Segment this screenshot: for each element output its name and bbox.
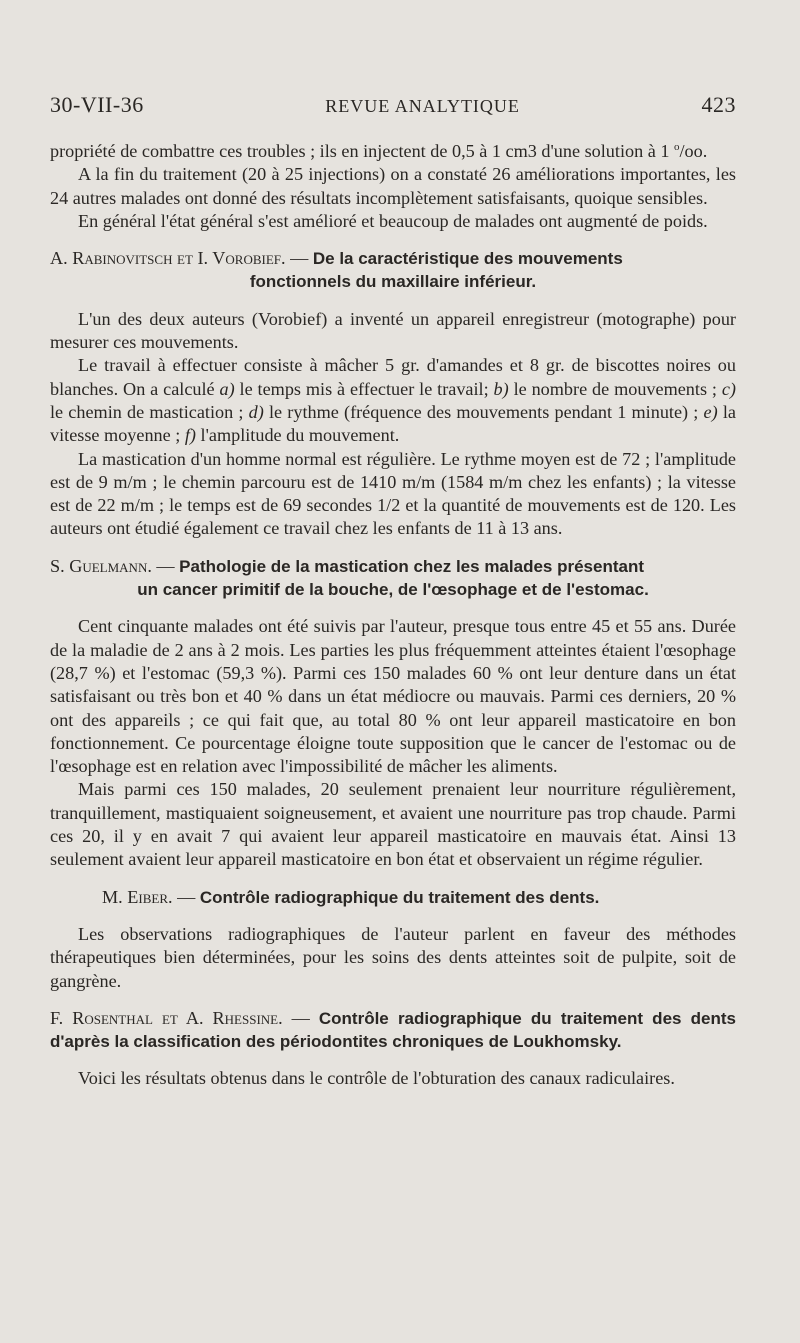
article-2-title-line-2: un cancer primitif de la bouche, de l'œsophage et de l'estomac. bbox=[137, 580, 649, 600]
article-1-paragraph-1: L'un des deux auteurs (Vorobief) a inventé un appareil enregistreur (motographe) pour mesurer ces mouvements. bbox=[50, 308, 736, 353]
article-3-paragraph-1: Les observations radiographiques de l'auteur parlent en faveur des méthodes thérapeutiques bien déterminées, pour les soins des dents atteintes soit de pulpite, soit de gangrène. bbox=[50, 923, 736, 991]
article-4-heading bbox=[50, 1007, 736, 1054]
journal-title: REVUE ANALYTIQUE bbox=[325, 96, 520, 116]
intro-paragraph-2: A la fin du traitement (20 à 25 injections) on a constaté 26 améliorations importantes, les 24 autres malades ont donné des résultats incomplètement satisfaisants, quoique sensibles. bbox=[50, 164, 736, 208]
page-body bbox=[50, 140, 736, 1091]
article-4-title: Contrôle radiographique du traitement des dents d'après la classification des périodontites chroniques de Loukhomsky. bbox=[50, 1008, 737, 1052]
article-3-title: Contrôle radiographique du traitement des dents. bbox=[199, 887, 600, 907]
running-header bbox=[50, 92, 736, 118]
article-4-authors: F. Rosenthal et A. Rhessine. — bbox=[50, 1007, 319, 1028]
article-2-heading bbox=[50, 555, 736, 578]
article-1-title-line-1: De la caractéristique des mouvements bbox=[312, 249, 623, 269]
article-3-heading bbox=[50, 886, 736, 909]
article-3-authors: M. Eiber. — bbox=[102, 886, 200, 907]
article-2-paragraph-1: Cent cinquante malades ont été suivis par l'auteur, presque tous entre 45 et 55 ans. Durée de la maladie de 2 ans à 2 mois. Les parties les plus fréquemment atteintes étaient l'œsophage (28,7 %) et l'estomac (59,3 %). Parmi ces 150 malades 60 % ont leur denture dans un état satisfaisant ou très bon et 40 % dans un état médiocre ou mauvais. Parmi ces derniers, 20 % ont des appareils ; ce qui fait que, au total 80 % ont leur appareil masticatoire en bon fonctionnement. Ce pourcentage éloigne toute supposition que le cancer de l'estomac ou de l'œsophage est en relation avec l'impossibilité de mâcher les aliments. bbox=[50, 616, 736, 777]
article-2-authors: S. Guelmann. — bbox=[50, 555, 180, 576]
article-1-paragraph-3: La mastication d'un homme normal est régulière. Le rythme moyen est de 72 ; l'amplitude est de 9 m/m ; le chemin parcouru est de 1410 m/m (1584 m/m chez les enfants) ; la vitesse est de 22 m/m ; le temps est de 69 secondes 1/2 et la quantité de mouvements est de 120. Les auteurs ont étudié également ce travail chez les enfants de 11 à 13 ans. bbox=[50, 448, 736, 539]
intro-paragraph-3: En général l'état général s'est amélioré et beaucoup de malades ont augmenté de poids. bbox=[78, 210, 708, 231]
article-1-paragraph-2: Le travail à effectuer consiste à mâcher 5 gr. d'amandes et 8 gr. de biscottes noires ou blanches. On a calculé a) le temps mis à effectuer le travail; b) le nombre de mouvements ; c) le chemin de mastication ; d) le rythme (fréquence des mouvements pendant 1 minute) ; e) la vitesse moyenne ; f) l'amplitude du mouvement. bbox=[50, 355, 736, 446]
page-number: 423 bbox=[701, 92, 736, 117]
article-2-title-line-1: Pathologie de la mastication chez les malades présentant bbox=[179, 556, 644, 576]
article-1-heading bbox=[50, 247, 736, 270]
article-2-paragraph-2: Mais parmi ces 150 malades, 20 seulement prenaient leur nourriture régulièrement, tranquillement, mastiquaient soigneusement, et avaient une nourriture pas trop chaude. Parmi ces 20, il y en avait 7 qui avaient leur appareil masticatoire en mauvais état. Ainsi 13 seulement avaient leur appareil masticatoire en bon état et observaient un régime régulier. bbox=[50, 779, 736, 870]
article-1-title-line-2: fonctionnels du maxillaire inférieur. bbox=[249, 272, 537, 292]
intro-paragraph-1: propriété de combattre ces troubles ; ils en injectent de 0,5 à 1 cm3 d'une solution à 1 $^o$/oo. bbox=[50, 140, 708, 161]
issue-date: 30-VII-36 bbox=[50, 92, 144, 117]
article-4-paragraph-1: Voici les résultats obtenus dans le contrôle de l'obturation des canaux radiculaires. bbox=[78, 1068, 675, 1089]
article-1-authors: A. Rabinovitsch et I. Vorobief. — bbox=[50, 248, 313, 269]
